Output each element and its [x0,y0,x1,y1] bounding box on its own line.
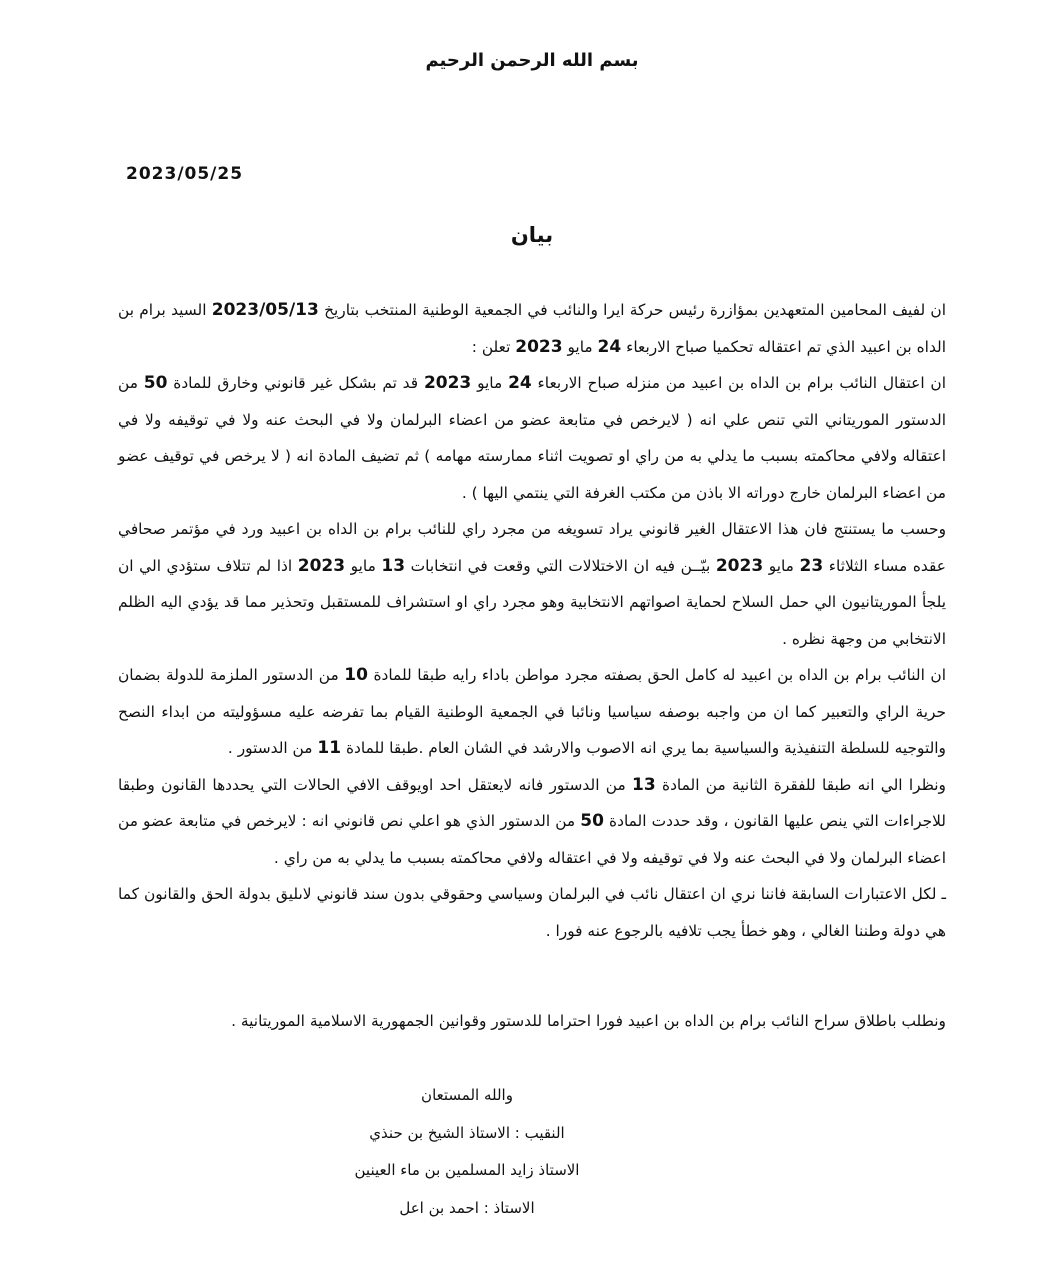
statement-paragraph [118,511,946,657]
bold-figure: 50 [143,373,168,393]
statement-paragraph [118,292,946,365]
bold-figure: 50 [580,811,604,831]
text-run: من الدستور فانه لايعتقل احد اويوقف الافي الحالات التي يحددها القانون وطبقا للاجراءات التي ينص عليها القانون ، وقد حددت المادة [118,775,946,830]
bold-figure: 10 [344,665,368,685]
text-run: من الدستور الملزمة للدولة بضمان حرية الراي والتعبير كما ان من واجبه بوصفه سياسيا ونائبا في الجمعية الوطنية القيام بما تفرضه عليه مسؤوليته من ابداء النصح والتوجيه للسلطة التنفيذية والسياسية بما يري انه الاصوب والارشد في الشان العام .طبقا للمادة [118,666,946,757]
text-run: ان النائب برام بن الداه بن اعبيد له كامل الحق بصفته مجرد مواطن باداء رايه طبقا للمادة [367,666,946,684]
statement-paragraph [118,657,946,767]
statement-paragraph [118,876,946,949]
bold-figure: 24 [508,373,532,393]
bold-figure: 23 [799,555,824,576]
bold-figure: 2023 [515,336,563,357]
text-run: مايو [345,556,382,575]
bold-figure: 2023/05/13 [211,300,319,320]
statement-title: بيان [510,223,554,247]
statement-body [118,292,946,949]
document-page [118,0,946,1275]
bold-figure: 2023 [423,373,472,393]
text-run: وحسب ما يستنتج فان هذا الاعتقال الغير قانوني يراد تسويغه من مجرد راي للنائب برام بن الداه بن اعبيد ورد في مؤتمر صحافي عقده مساء الثلاثاء [118,520,946,575]
text-run: مايو [562,337,598,356]
closing-demand: ونطلب باطلاق سراح النائب برام بن الداه بن اعبيد فورا احتراما للدستور وقوانين الجمهورية الاسلامية الموريتانية . [231,1012,946,1030]
text-run: السيد برام بن الداه بن اعبيد الذي تم اعتقاله تحكميا صباح الاربعاء [118,301,946,356]
text-run: مايو [763,556,800,575]
closing-invocation: والله المستعان [421,1086,513,1104]
signatory-lawyer: الاستاذ : احمد بن اعل [399,1198,535,1217]
bold-figure: 2023 [297,555,346,576]
bold-figure: 11 [317,738,342,758]
statement-paragraph [118,767,946,877]
text-run: ان لفيف المحامين المتعهدين بمؤازرة رئيس حركة ايرا والنائب في الجمعية الوطنية المنتخب بتاريخ [318,301,946,319]
text-run: مايو [471,374,509,392]
text-run: من الدستور . [227,739,318,757]
text-run: بيّــن فيه ان الاختلالات التي وقعت في انتخابات [405,556,716,575]
basmala-header: بسم الله الرحمن الرحيم [425,50,639,71]
bold-figure: 13 [632,774,656,795]
text-run: اذا لم تتلاف ستؤدي الي ان يلجأ الموريتانيون الي حمل السلاح لحماية اصواتهم الانتخابية وهو مجرد راي او استشراف للمستقبل وتحذير مما قد يؤدي اليه الظلم الانتخابي من وجهة نظره . [118,556,946,648]
text-run: تعلن : [471,337,516,356]
signatory-bar-president: النقيب : الاستاذ الشيخ بن حنذي [369,1123,565,1142]
text-run: من الدستور الذي هو اعلي نص قانوني انه : لايرخص في متابعة عضو من اعضاء البرلمان ولا في البحث عنه ولا في توقيفه ولا في اعتقاله ولافي محاكمته بسبب ما يدلي به من راي . [118,812,946,867]
statement-date: 2023/05/25 [126,164,244,184]
signatures-block [118,1077,946,1227]
bold-figure: 2023 [715,555,764,576]
bold-figure: 24 [597,336,622,357]
text-run: قد تم بشكل غير قانوني وخارق للمادة [167,374,424,392]
signatory-lawyer: الاستاذ زايد المسلمين بن ماء العينين [354,1161,580,1179]
statement-paragraph [118,365,946,511]
text-run: من الدستور الموريتاني التي تنص علي انه ( لايرخص في متابعة عضو من اعضاء البرلمان ولا في البحث عنه ولا في توقيفه ولا في اعتقاله ولافي محاكمته بسبب ما يدلي به من راي او تصويت اثناء ممارسته مهامه ) ثم تضيف المادة انه ( لا يرخص في توقيف عضو من اعضاء البرلمان خارج دوراته الا باذن من مكتب الغرفة التي ينتمي اليها ) . [118,374,946,502]
bold-figure: 13 [381,555,406,576]
text-run: ـ لكل الاعتبارات السابقة فاننا نري ان اعتقال نائب في البرلمان وسياسي وحقوقي بدون سند قانوني لاىليق بدولة الحق والقانون كما هي دولة وطننا الغالي ، وهو خطأ يجب تلافيه بالرجوع عنه فورا . [118,885,946,940]
text-run: ونظرا الي انه طبقا للفقرة الثانية من المادة [655,775,946,794]
text-run: ان اعتقال النائب برام بن الداه بن اعبيد من منزله صباح الاربعاء [531,374,946,392]
